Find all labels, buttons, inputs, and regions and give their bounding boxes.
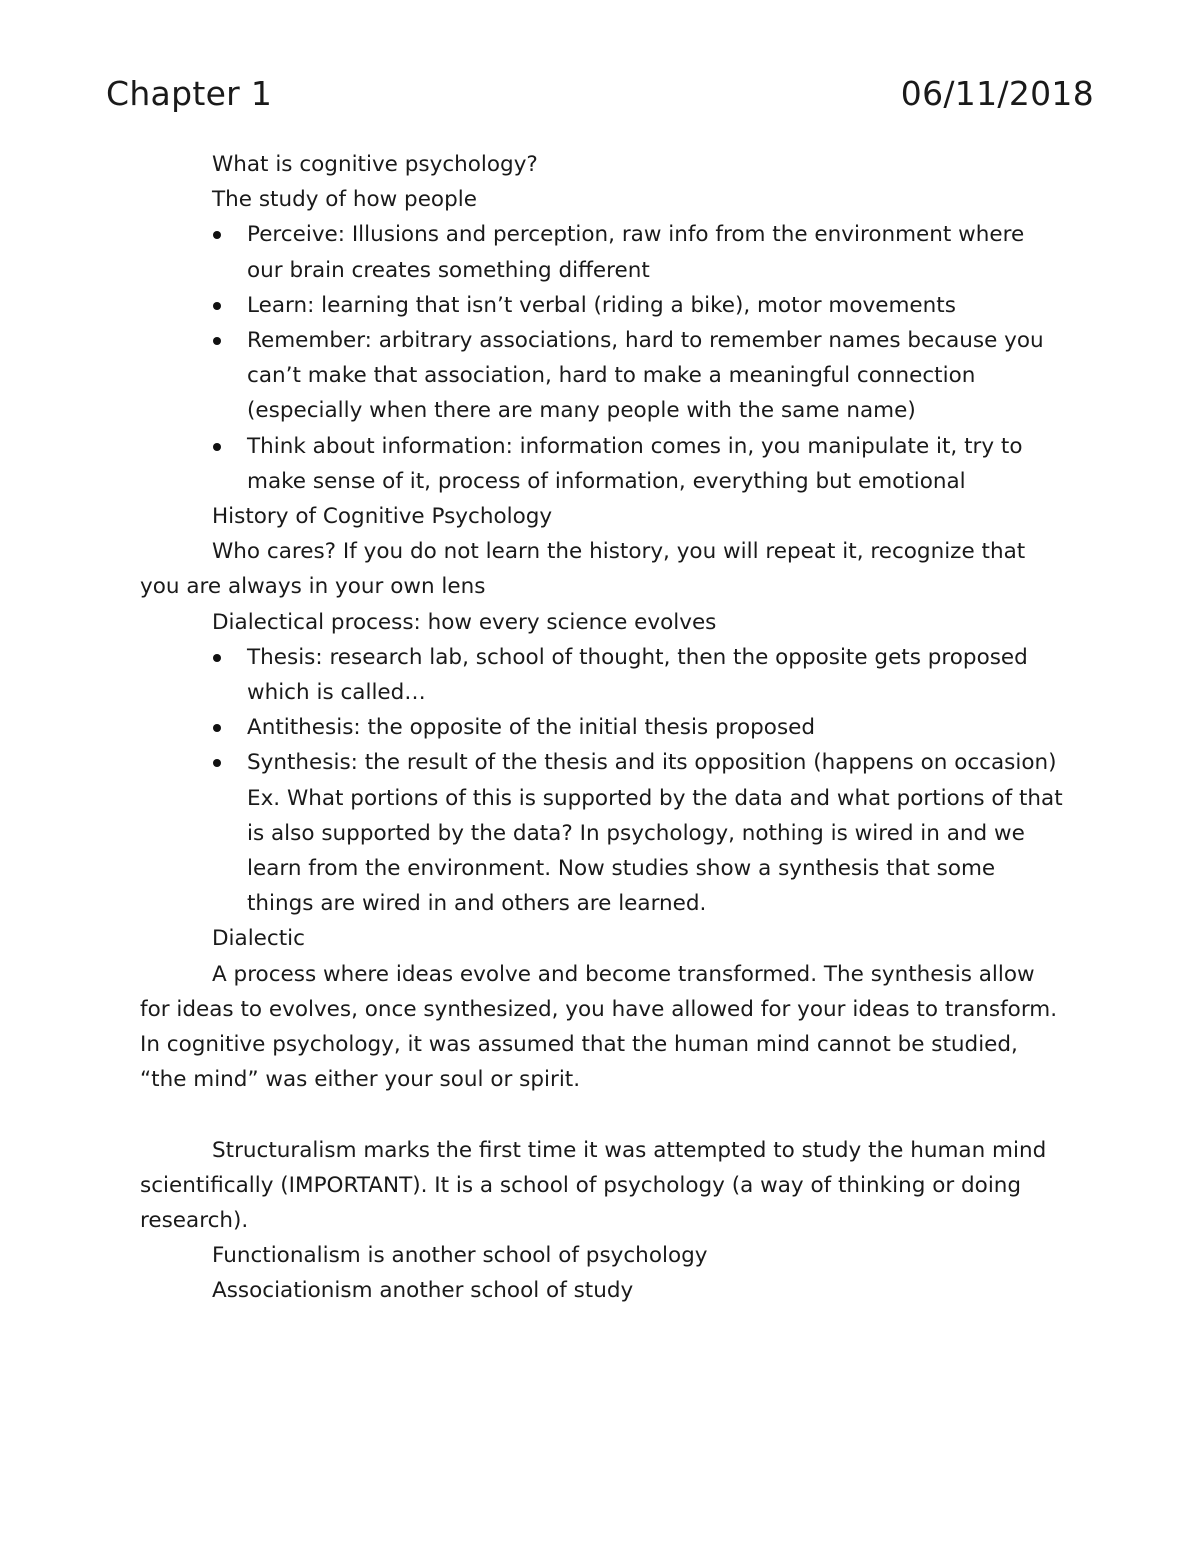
list-item bbox=[140, 147, 1065, 182]
list-item-text: Who cares? If you do not learn the history, you will repeat it, recognize that you are always in your own lens bbox=[140, 539, 1026, 600]
list-item-text: Associationism another school of study bbox=[212, 1278, 634, 1304]
list-item-text: The study of how people bbox=[212, 187, 477, 213]
list-item-text: History of Cognitive Psychology bbox=[212, 504, 553, 530]
bullet-dot-icon bbox=[213, 302, 221, 310]
list-item-paragraph bbox=[140, 1133, 1065, 1239]
bullet-item bbox=[140, 710, 1065, 745]
bullet-dot-icon bbox=[213, 337, 221, 345]
list-item-paragraph bbox=[140, 534, 1065, 604]
list-item bbox=[140, 1238, 1065, 1273]
bullet-item bbox=[140, 323, 1065, 429]
bullet-item bbox=[140, 429, 1065, 499]
empty-list-item bbox=[140, 1097, 1065, 1132]
page-date: 06/11/2018 bbox=[900, 74, 1094, 113]
bullet-item bbox=[140, 288, 1065, 323]
bullet-item-text: Learn: learning that isn’t verbal (riding a bike), motor movements bbox=[247, 292, 956, 318]
list-item-text: A process where ideas evolve and become transformed. The synthesis allow for ideas to evolves, once synthesized, you have allowed for your ideas to transform. In cognitive psychology, it was assumed that the human mind cannot be studied, “the mind” was either your soul or spirit. bbox=[140, 961, 1058, 1093]
bullet-dot-icon bbox=[213, 759, 221, 767]
bullet-item-text: Remember: arbitrary associations, hard to remember names because you can’t make that association, hard to make a meaningful connection (especially when there are many people with the same name) bbox=[247, 328, 1044, 424]
list-item-text: Dialectic bbox=[212, 926, 305, 952]
list-item bbox=[140, 182, 1065, 217]
list-item bbox=[140, 1273, 1065, 1308]
bullet-item-text: Think about information: information comes in, you manipulate it, try to make sense of it, process of information, everything but emotional bbox=[247, 433, 1023, 494]
bullet-item-text: Antithesis: the opposite of the initial thesis proposed bbox=[247, 715, 816, 741]
list-item bbox=[140, 499, 1065, 534]
list-item-text: Functionalism is another school of psychology bbox=[212, 1243, 708, 1269]
notes-body bbox=[140, 147, 1065, 1309]
list-item bbox=[140, 605, 1065, 640]
bullet-dot-icon bbox=[213, 443, 221, 451]
bullet-dot-icon bbox=[213, 654, 221, 662]
list-item-text: What is cognitive psychology? bbox=[212, 152, 538, 177]
page-title: Chapter 1 bbox=[106, 74, 273, 113]
bullet-item bbox=[140, 217, 1065, 287]
bullet-dot-icon bbox=[213, 231, 221, 239]
bullet-item-text: Perceive: Illusions and perception, raw info from the environment where our brain creates something different bbox=[247, 222, 1025, 283]
list-item-text: Structuralism marks the first time it was attempted to study the human mind scientifically (IMPORTANT). It is a school of psychology (a way of thinking or doing research). bbox=[140, 1137, 1047, 1234]
bullet-item bbox=[140, 640, 1065, 710]
list-item-text: Dialectical process: how every science evolves bbox=[212, 609, 717, 635]
bullet-item-text: Synthesis: the result of the thesis and its opposition (happens on occasion) Ex. What portions of this is supported by the data and what portions of that is also supported by the data? In psychology, nothing is wired in and we learn from the environment. Now studies show a synthesis that some things are wired in and others are learned. bbox=[247, 750, 1063, 917]
page-header bbox=[106, 72, 1094, 122]
bullet-item-text: Thesis: research lab, school of thought, then the opposite gets proposed which is called… bbox=[247, 644, 1028, 706]
bullet-dot-icon bbox=[213, 724, 221, 732]
bullet-item bbox=[140, 745, 1065, 921]
list-item bbox=[140, 921, 1065, 956]
list-item-paragraph bbox=[140, 957, 1065, 1098]
